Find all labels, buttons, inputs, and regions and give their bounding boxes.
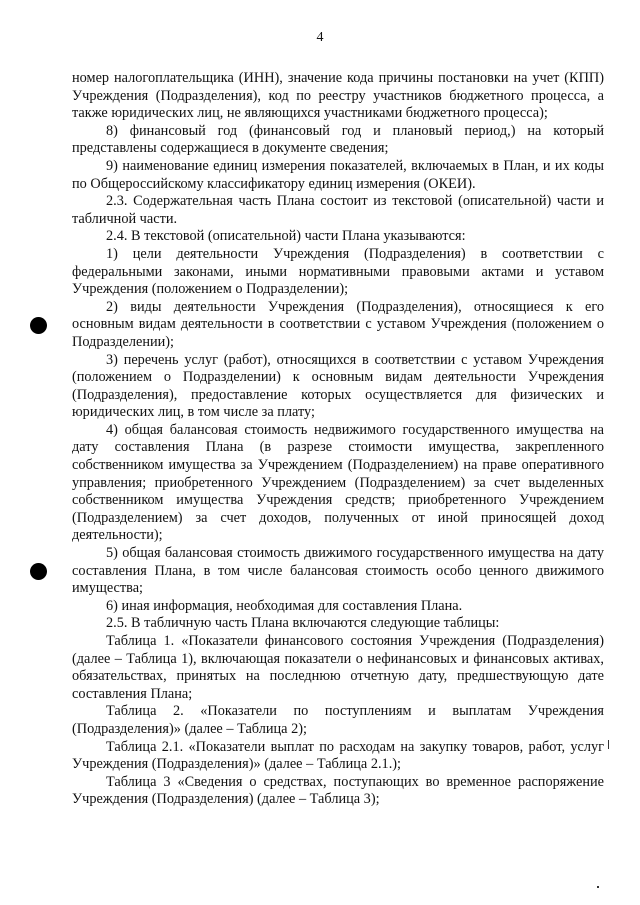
- paragraph-item-6-other-info: 6) иная информация, необходимая для составления Плана.: [106, 597, 463, 614]
- scan-speck: [597, 886, 599, 888]
- paragraph-table-2: Таблица 2. «Показатели по поступлениям и выплатам Учреждения (Подразделения)» (далее – Таблица 2);: [72, 703, 604, 737]
- punch-hole-mark: [30, 317, 47, 334]
- paragraph-item-2-activities: 2) виды деятельности Учреждения (Подразделения), относящиеся к его основным видам деятельности в соответствии с уставом Учреждения (положением о Подразделении);: [72, 298, 604, 350]
- paragraph-2-3: 2.3. Содержательная часть Плана состоит из текстовой (описательной) части и табличной части.: [72, 193, 604, 227]
- paragraph-2-5: 2.5. В табличную часть Плана включаются следующие таблицы:: [106, 615, 500, 632]
- paragraph-item-9-units: 9) наименование единиц измерения показателей, включаемых в План, и их коды по Общероссийскому классификатору единиц измерения (ОКЕИ).: [72, 157, 604, 192]
- document-body: [72, 70, 604, 809]
- paragraph-table-2-1: Таблица 2.1. «Показатели выплат по расходам на закупку товаров, работ, услуг Учреждения (Подразделения)» (далее – Таблица 2.1.);: [72, 738, 604, 773]
- paragraph-item-3-services: 3) перечень услуг (работ), относящихся в соответствии с уставом Учреждения (положением о Подразделении) к основным видам деятельности Учреждения (Подразделения), предоставление которых осуществляется для физических и юридических лиц, в том числе за плату;: [72, 351, 604, 421]
- paragraph-2-4: 2.4. В текстовой (описательной) части Плана указываются:: [106, 228, 466, 245]
- paragraph-table-3: Таблица 3 «Сведения о средствах, поступающих во временное распоряжение Учреждения (Подразделения) (далее – Таблица 3);: [72, 773, 604, 808]
- paragraph-item-5-movable-property: 5) общая балансовая стоимость движимого государственного имущества на дату составления Плана, в том числе балансовая стоимость особо ценного движимого имущества;: [72, 545, 604, 597]
- page-number: 4: [316, 30, 324, 45]
- paragraph-tin-continuation: номер налогоплательщика (ИНН), значение кода причины постановки на учет (КПП) Учреждения (Подразделения), код по реестру участников бюджетного процесса, а также юридических лиц, не являющихся участниками бюджетного процесса);: [72, 70, 604, 122]
- paragraph-item-1-goals: 1) цели деятельности Учреждения (Подразделения) в соответствии с федеральными законами, иными нормативными правовыми актами и уставом Учреждения (положением о Подразделении);: [72, 245, 604, 298]
- punch-hole-mark: [30, 563, 47, 580]
- scan-speck: [608, 740, 609, 749]
- paragraph-table-1: Таблица 1. «Показатели финансового состояния Учреждения (Подразделения) (далее – Таблица 1), включающая показатели о нефинансовых и финансовых активах, обязательствах, принятых на последнюю отчетную дату, предшествующую дате составления Плана;: [72, 633, 604, 702]
- paragraph-item-4-real-estate: 4) общая балансовая стоимость недвижимого государственного имущества на дату составления Плана (в разрезе стоимости имущества, закрепленного собственником имущества за Учреждением (Подразделением) на праве оперативного управления; приобретенного Учреждением (Подразделением) за счет выделенных собственником имущества Учреждения средств; приобретенного Учреждением (Подразделением) за счет доходов, полученных от иной приносящей доход деятельности);: [72, 421, 604, 544]
- paragraph-item-8-financial-year: 8) финансовый год (финансовый год и плановый период,) на который представлены содержащиеся в документе сведения;: [72, 122, 604, 157]
